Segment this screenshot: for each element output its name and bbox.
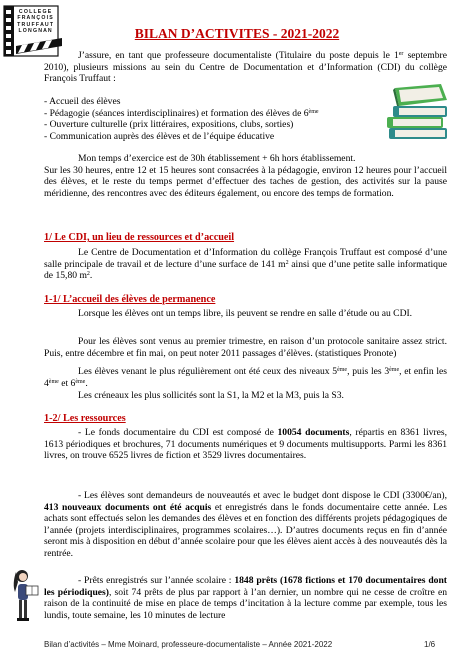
page-number: 1/6 [424,640,436,649]
text: , puis les 3 [347,366,390,377]
superscript: ème [75,378,86,385]
text: ainsi que d’une petite salle informatique de 15,80 m [44,258,448,281]
superscript: ème [48,378,59,385]
bold-text: 10054 documents [277,427,350,438]
intro-paragraph [44,50,447,85]
section-heading: 1-2/ Les ressources [44,413,126,424]
text: . [89,270,93,281]
paragraph: Sur les 30 heures, entre 12 et 15 heures sont consacrées à la pédagogie, environ 12 heures pour l’accueil des élèves, et le reste du temps permet d’effectuer des taches de gestion, des activités sur la pause méridienne, des rencontres avec des éditeurs également, ou encore des temps de formation. [44,164,447,199]
superscript: 2 [285,259,289,266]
paragraph: Mon temps d’exercice est de 30h établissement + 6h hors établissement. [78,153,356,164]
footer-text: Bilan d’activités – Mme Moinard, professeure-documentaliste – Année 2021-2022 [44,640,333,649]
text: Le Centre de Documentation et d’Information du collège François Truffaut est composé d’une salle principale de travail et de lecture d’une surface de 141 m [44,247,447,270]
paragraph [44,575,447,621]
bold-text: 413 nouveaux documents ont été acquis [44,501,212,513]
list-item: - Ouverture culturelle (prix littéraires, expositions, clubs, sorties) [44,119,294,130]
section-heading: 1/ Le CDI, un lieu de ressources et d’accueil [44,232,235,243]
paragraph [44,427,447,462]
text: J’assure, en tant que professeure documentaliste (Titulaire du poste depuis le 1 [78,50,399,61]
paragraph [44,247,447,282]
page-title: BILAN D’ACTIVITES - 2021-2022 [134,26,340,41]
paragraph [44,490,447,559]
section-heading: 1-1/ L’accueil des élèves de permanence [44,294,216,305]
paragraph [44,366,447,389]
text: et 6 [58,377,76,389]
text: - Prêts enregistrés sur l’année scolaire : [78,575,235,586]
logo-line: L O N G N A N [18,27,52,34]
list-item: - Communication auprès des élèves et de l’équipe éducative [44,130,275,142]
text: Les élèves venant le plus régulièrement ont été ceux des niveaux 5 [78,366,338,377]
text: , soit 74 prêts de plus par rapport à l’an dernier, un nombre qui ne cesse de croître en raison de la continuité de mise en place de temps d’incitation à la lecture comme par exemple, tous les lundis, toute semaine, les 10 minutes de lecture [44,586,447,621]
paragraph: Pour les élèves sont venus au premier trimestre, en raison d’un protocole sanitaire assez strict. Puis, entre décembre et fin mai, on peut noter 2011 passages d’élèves. (statistiques Pronote) [44,336,447,359]
logo-line: F R A N Ç O I S [17,15,53,22]
text: - Pédagogie (séances interdisciplinaires) et formation des élèves de 6 [44,107,309,119]
paragraph: Les créneaux les plus sollicités sont la S1, la M2 et la M3, puis la S3. [78,390,344,401]
list-item [44,108,319,120]
text: - Les élèves sont demandeurs de nouveautés et avec le budget dont dispose le CDI (3300€/an), [78,490,447,501]
superscript: ème [337,367,348,373]
list-item: - Accueil des élèves [44,96,121,107]
paragraph: Lorsque les élèves ont un temps libre, ils peuvent se rendre en salle d’étude ou au CDI. [78,308,413,319]
text: , répartis en 8361 livres, 1613 périodiques et brochures, 71 documents numériques et 9 documents multisupports. Parmi les 8361 livres, on trouve 6525 livres de fiction et 3529 livres documentaires. [44,427,448,461]
superscript: ème [389,367,400,373]
text: - Le fonds documentaire du CDI est composé de [78,427,278,438]
book-stack-icon [385,82,453,142]
superscript: 2 [86,271,90,277]
text: septembre 2010), plusieurs missions au sein du Centre de Documentation et d’Information (CDI) du collège François Truffaut : [44,50,447,84]
logo-line: T R U F F A U T [17,21,53,28]
text: . [85,377,88,389]
logo-line: C O L L E G E [18,9,52,15]
text: , et enfin les 4 [44,366,447,389]
superscript: er [398,51,404,57]
text: et enregistrés dans le fonds documentaire cette année. Les achats sont effectués selon les demandes des élèves et en fonction des différents projets pédagogiques de l’année (projets interdisciplinaires, programmes scolaires…). D’autres documents reçus en fin d’année seront mis à disposition en début d’année scolaire pour que les élèves aient accès à des nouveautés dès la rentrée. [44,501,448,559]
reading-girl-icon [8,568,44,622]
superscript: ème [308,108,319,115]
bold-text: 1848 prêts (1678 fictions et 170 documentaires dont les périodiques) [44,575,447,598]
